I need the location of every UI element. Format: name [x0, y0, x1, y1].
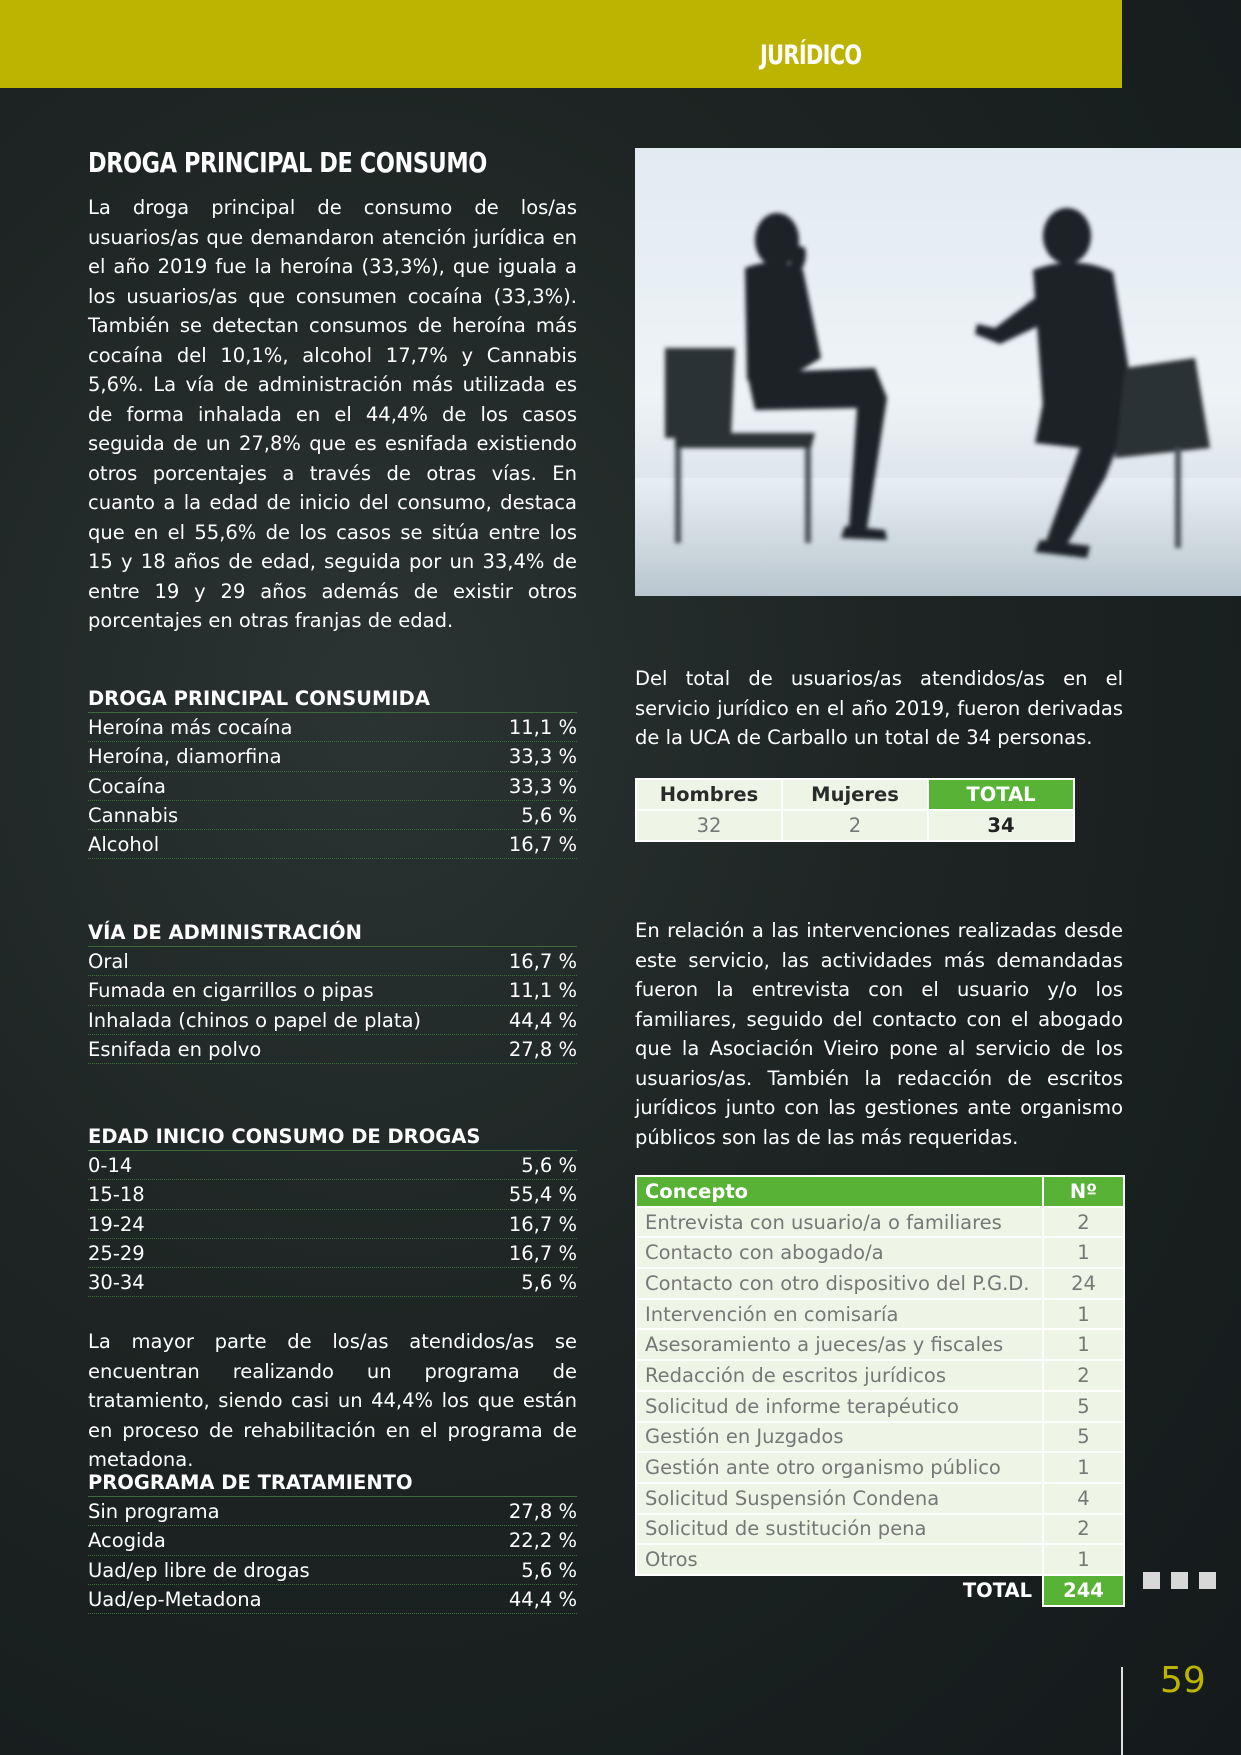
concept-cell: Entrevista con usuario/a o familiares [636, 1207, 1043, 1238]
count-cell: 5 [1043, 1422, 1124, 1453]
row-value: 22,2 % [508, 1529, 577, 1553]
table-row [636, 1544, 1124, 1575]
row-value: 16,7 % [508, 950, 577, 973]
total-label: TOTAL [962, 1579, 1032, 1603]
row-value: 5,6 % [521, 1154, 577, 1177]
value-total: 34 [928, 810, 1074, 841]
table-row [636, 1360, 1124, 1391]
table-row [88, 1239, 577, 1268]
table-row [88, 947, 577, 976]
decorative-squares [1143, 1572, 1216, 1589]
concept-cell: Contacto con otro dispositivo del P.G.D. [636, 1268, 1043, 1299]
header-hombres: Hombres [636, 779, 782, 810]
table-row [636, 1329, 1124, 1360]
count-cell: 1 [1043, 1452, 1124, 1483]
count-cell: 1 [1043, 1299, 1124, 1330]
row-label: Fumada en cigarrillos o pipas [88, 979, 374, 1003]
header-mujeres: Mujeres [782, 779, 928, 810]
row-value: 11,1 % [508, 979, 577, 1003]
count-cell: 1 [1043, 1237, 1124, 1268]
count-cell: 2 [1043, 1207, 1124, 1238]
table-row [636, 1514, 1124, 1545]
two-men-talking-illustration [635, 148, 1241, 596]
table-row [636, 1452, 1124, 1483]
count-cell: 1 [1043, 1544, 1124, 1575]
value-hombres: 32 [636, 810, 782, 841]
concept-cell: Solicitud de sustitución pena [636, 1514, 1043, 1545]
via-table [88, 918, 577, 1064]
table-row [88, 1180, 577, 1209]
row-value: 5,6 % [521, 803, 577, 827]
table-row [636, 1422, 1124, 1453]
row-value: 11,1 % [508, 716, 577, 739]
page-title: DROGA PRINCIPAL DE CONSUMO [88, 146, 487, 179]
count-cell: 24 [1043, 1268, 1124, 1299]
row-value: 27,8 % [508, 1037, 577, 1061]
table-row [88, 772, 577, 801]
table-row [88, 1497, 577, 1526]
table-row [636, 1483, 1124, 1514]
row-label: 30-34 [88, 1271, 145, 1295]
derivados-table [635, 778, 1075, 842]
count-cell: 2 [1043, 1514, 1124, 1545]
edad-table-title: EDAD INICIO CONSUMO DE DROGAS [88, 1122, 577, 1151]
table-row [88, 742, 577, 771]
table-row [636, 1207, 1124, 1238]
concept-cell: Solicitud de informe terapéutico [636, 1391, 1043, 1422]
concept-cell: Contacto con abogado/a [636, 1237, 1043, 1268]
row-label: Heroína, diamorfina [88, 745, 282, 769]
row-value: 27,8 % [508, 1500, 577, 1523]
header-numero: Nº [1043, 1176, 1124, 1207]
concept-cell: Gestión ante otro organismo público [636, 1452, 1043, 1483]
droga-table [88, 684, 577, 859]
square-icon [1199, 1572, 1216, 1589]
value-mujeres: 2 [782, 810, 928, 841]
page-number: 59 [1160, 1660, 1206, 1701]
meeting-photo [635, 148, 1241, 596]
table-row [88, 1006, 577, 1035]
row-label: Esnifada en polvo [88, 1037, 262, 1061]
row-label: Cocaína [88, 774, 166, 798]
edad-table [88, 1122, 577, 1297]
header-concepto: Concepto [636, 1176, 1043, 1207]
count-cell: 5 [1043, 1391, 1124, 1422]
intro-paragraph: La droga principal de consumo de los/as usuarios/as que demandaron atención jurídica en el año 2019 fue la heroína (33,3%), que iguala a los usuarios/as que consumen cocaína (33,3%). También se detectan consumos de heroína más cocaína del 10,1%, alcohol 17,7% y Cannabis 5,6%. La vía de administración más utilizada es de forma inhalada en el 44,4% de los casos seguida de un 27,8% que es esnifada existiendo otros porcentajes a través de otras vías. En cuanto a la edad de inicio del consumo, destaca que en el 55,6% de los casos se sitúa entre los 15 y 18 años de edad, seguida por un 33,4% de entre 19 y 29 años además de existir otros porcentajes en otras franjas de edad. [88, 196, 577, 632]
concept-cell: Gestión en Juzgados [636, 1422, 1043, 1453]
row-label: Cannabis [88, 803, 179, 827]
table-row [88, 1210, 577, 1239]
row-label: Heroína más cocaína [88, 716, 293, 739]
concept-cell: Redacción de escritos jurídicos [636, 1360, 1043, 1391]
table-row [88, 1035, 577, 1064]
row-label: Alcohol [88, 833, 160, 857]
row-value: 5,6 % [521, 1271, 577, 1295]
count-cell: 1 [1043, 1329, 1124, 1360]
table-row [88, 1268, 577, 1297]
programa-table-title: PROGRAMA DE TRATAMIENTO [88, 1468, 577, 1497]
table-row [88, 801, 577, 830]
row-value: 33,3 % [508, 745, 577, 769]
table-row [88, 713, 577, 742]
row-label: Acogida [88, 1529, 166, 1553]
square-icon [1171, 1572, 1188, 1589]
total-row [636, 1575, 1124, 1606]
tratamiento-paragraph: La mayor parte de los/as atendidos/as se encuentran realizando un programa de tratamiento, siendo casi un 44,4% los que están en proceso de rehabilitación en el programa de metadona. [88, 1330, 577, 1471]
table-row [88, 1526, 577, 1555]
row-label: Uad/ep-Metadona [88, 1587, 262, 1611]
page-divider [1121, 1667, 1123, 1755]
table-row [636, 1299, 1124, 1330]
header-total: TOTAL [928, 779, 1074, 810]
header-band [0, 0, 1122, 88]
row-label: Inhalada (chinos o papel de plata) [88, 1008, 422, 1032]
row-value: 16,7 % [508, 1241, 577, 1265]
row-label: Uad/ep libre de drogas [88, 1558, 310, 1582]
row-value: 44,4 % [508, 1008, 577, 1032]
table-row [636, 1268, 1124, 1299]
row-value: 55,4 % [508, 1183, 577, 1207]
table-row [636, 1237, 1124, 1268]
row-label: 25-29 [88, 1241, 145, 1265]
row-label: 0-14 [88, 1154, 133, 1177]
table-row [88, 976, 577, 1005]
row-label: 15-18 [88, 1183, 145, 1207]
row-value: 16,7 % [508, 833, 577, 857]
concept-cell: Intervención en comisaría [636, 1299, 1043, 1330]
row-label: 19-24 [88, 1212, 145, 1236]
intervenciones-paragraph: En relación a las intervenciones realizadas desde este servicio, las actividades más demandadas fueron la entrevista con el usuario y/o los familiares, seguido del contacto con el abogado que la Asociación Vieiro pone al servicio de los usuarios/as. También la redacción de escritos jurídicos junto con las gestiones ante organismo públicos son las de las más requeridas. [635, 919, 1123, 1149]
table-row [88, 1585, 577, 1614]
count-cell: 2 [1043, 1360, 1124, 1391]
square-icon [1143, 1572, 1160, 1589]
concepts-table [635, 1175, 1125, 1607]
row-value: 44,4 % [508, 1587, 577, 1611]
table-row [88, 1556, 577, 1585]
section-title: JURÍDICO [760, 40, 862, 71]
table-row [88, 1151, 577, 1180]
row-value: 33,3 % [508, 774, 577, 798]
row-label: Sin programa [88, 1500, 220, 1523]
concept-cell: Solicitud Suspensión Condena [636, 1483, 1043, 1514]
table-row [636, 1391, 1124, 1422]
count-cell: 4 [1043, 1483, 1124, 1514]
table-row [88, 830, 577, 859]
row-value: 16,7 % [508, 1212, 577, 1236]
droga-table-title: DROGA PRINCIPAL CONSUMIDA [88, 684, 577, 713]
concept-cell: Asesoramiento a jueces/as y fiscales [636, 1329, 1043, 1360]
concept-cell: Otros [636, 1544, 1043, 1575]
via-table-title: VÍA DE ADMINISTRACIÓN [88, 918, 577, 947]
row-value: 5,6 % [521, 1558, 577, 1582]
programa-table [88, 1468, 577, 1614]
total-value: 244 [1043, 1575, 1124, 1606]
derivados-paragraph: Del total de usuarios/as atendidos/as en el servicio jurídico en el año 2019, fueron derivadas de la UCA de Carballo un total de 34 personas. [635, 667, 1123, 749]
row-label: Oral [88, 950, 129, 973]
